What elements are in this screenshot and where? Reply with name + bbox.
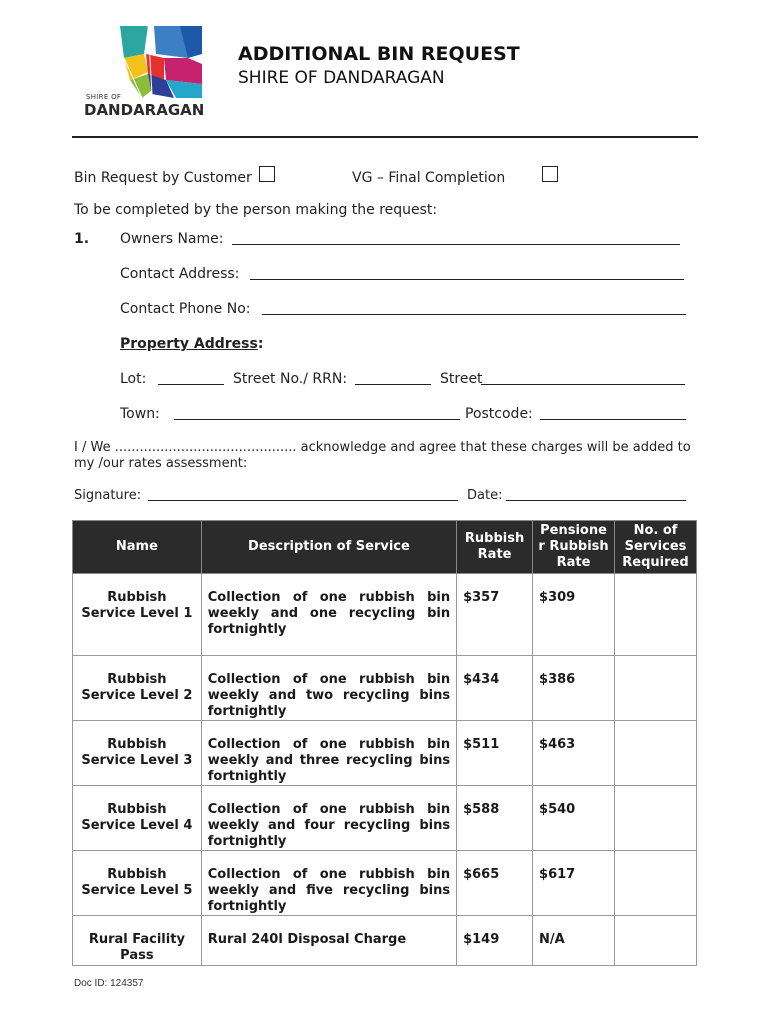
bin-request-customer-checkbox[interactable] xyxy=(259,166,275,182)
row-rubbish-rate: $357 xyxy=(457,574,533,656)
row-name-line1: Rubbish xyxy=(107,737,167,752)
header-name: Name xyxy=(73,521,202,574)
row-name-line2: Service Level 2 xyxy=(81,688,193,703)
row-name-line1: Rubbish xyxy=(107,672,167,687)
lot-label: Lot: xyxy=(120,371,147,387)
row-name-line1: Rubbish xyxy=(107,590,167,605)
header-divider xyxy=(72,136,698,138)
contact-phone-label: Contact Phone No: xyxy=(120,301,251,317)
row-name-line2: Pass xyxy=(120,948,154,963)
street-no-field[interactable] xyxy=(355,384,431,385)
date-field[interactable] xyxy=(506,500,686,501)
property-address-colon: : xyxy=(257,336,264,352)
header-rubbish-rate-line2: Rate xyxy=(477,547,512,562)
row-rubbish-rate: $588 xyxy=(457,786,533,851)
street-field[interactable] xyxy=(481,384,685,385)
row-name xyxy=(73,656,202,721)
logo-dandaragan: DANDARAGAN xyxy=(84,101,205,119)
row-name xyxy=(73,574,202,656)
row-pensioner-rate: $463 xyxy=(533,721,615,786)
street-label: Street xyxy=(440,371,483,387)
page-title: ADDITIONAL BIN REQUEST xyxy=(238,43,520,65)
row-description: Collection of one rubbish bin weekly and three recycling bins fortnightly xyxy=(201,721,456,786)
logo-shire-of: SHIRE OF xyxy=(86,93,122,101)
table-row xyxy=(73,786,697,851)
header-pensioner-line1: Pensione xyxy=(540,523,607,538)
acknowledgement-line1: I / We ............................................ acknowledge and agree that these charges will be added to xyxy=(74,440,691,455)
owners-name-field[interactable] xyxy=(232,244,680,245)
row-name-line2: Service Level 3 xyxy=(81,753,193,768)
town-label: Town: xyxy=(120,406,160,422)
town-field[interactable] xyxy=(174,419,460,420)
row-name-line2: Service Level 5 xyxy=(81,883,193,898)
postcode-field[interactable] xyxy=(540,419,686,420)
instructions-text: To be completed by the person making the request: xyxy=(74,202,438,218)
row-name-line1: Rubbish xyxy=(107,802,167,817)
row-pensioner-rate: $386 xyxy=(533,656,615,721)
row-rubbish-rate: $665 xyxy=(457,851,533,916)
header-pensioner-line3: Rate xyxy=(556,555,591,570)
row-services-required-input[interactable] xyxy=(615,574,697,656)
row-pensioner-rate: $617 xyxy=(533,851,615,916)
row-name-line1: Rural Facility xyxy=(88,932,185,947)
row-name xyxy=(73,786,202,851)
table-row xyxy=(73,574,697,656)
page-subtitle: SHIRE OF DANDARAGAN xyxy=(238,68,445,88)
row-name-line2: Service Level 1 xyxy=(81,606,193,621)
row-description: Collection of one rubbish bin weekly and four recycling bins fortnightly xyxy=(201,786,456,851)
row-services-required-input[interactable] xyxy=(615,721,697,786)
row-rubbish-rate: $434 xyxy=(457,656,533,721)
street-no-label: Street No./ RRN: xyxy=(233,371,348,387)
vg-final-completion-label: VG – Final Completion xyxy=(352,170,506,186)
row-rubbish-rate: $511 xyxy=(457,721,533,786)
acknowledgement-line2: my /our rates assessment: xyxy=(74,456,248,471)
signature-field[interactable] xyxy=(148,500,458,501)
row-services-required-input[interactable] xyxy=(615,916,697,966)
vg-final-completion-checkbox[interactable] xyxy=(542,166,558,182)
row-services-required-input[interactable] xyxy=(615,851,697,916)
table-header-row xyxy=(73,521,697,574)
row-description: Collection of one rubbish bin weekly and two recycling bins fortnightly xyxy=(201,656,456,721)
header-rubbish-rate-line1: Rubbish xyxy=(464,531,525,546)
doc-id: Doc ID: 124357 xyxy=(74,978,144,989)
signature-label: Signature: xyxy=(74,488,142,503)
postcode-label: Postcode: xyxy=(465,406,533,422)
row-pensioner-rate: N/A xyxy=(533,916,615,966)
header-services-required xyxy=(615,521,697,574)
table-row xyxy=(73,916,697,966)
row-services-required-input[interactable] xyxy=(615,786,697,851)
header-services-line2: Services xyxy=(624,539,687,554)
row-pensioner-rate: $309 xyxy=(533,574,615,656)
row-services-required-input[interactable] xyxy=(615,656,697,721)
row-description: Collection of one rubbish bin weekly and five recycling bins fortnightly xyxy=(201,851,456,916)
date-label: Date: xyxy=(467,488,503,503)
contact-address-label: Contact Address: xyxy=(120,266,240,282)
header-pensioner-line2: r Rubbish xyxy=(538,539,609,554)
row-rubbish-rate: $149 xyxy=(457,916,533,966)
header-description: Description of Service xyxy=(201,521,456,574)
property-address-heading xyxy=(120,336,263,352)
lot-field[interactable] xyxy=(158,384,224,385)
header-pensioner-rate xyxy=(533,521,615,574)
bin-request-customer-label: Bin Request by Customer xyxy=(74,170,252,186)
table-row xyxy=(73,851,697,916)
header-services-line3: Required xyxy=(622,555,689,570)
contact-address-field[interactable] xyxy=(250,279,684,280)
row-description: Rural 240l Disposal Charge xyxy=(201,916,456,966)
row-name-line1: Rubbish xyxy=(107,867,167,882)
service-rates-table xyxy=(72,520,697,966)
row-pensioner-rate: $540 xyxy=(533,786,615,851)
row-name xyxy=(73,721,202,786)
header-rubbish-rate xyxy=(457,521,533,574)
owners-name-label: Owners Name: xyxy=(120,231,224,247)
table-row xyxy=(73,721,697,786)
row-name-line2: Service Level 4 xyxy=(81,818,193,833)
property-address-label: Property Address xyxy=(120,336,258,352)
section-number: 1. xyxy=(74,231,90,247)
row-name xyxy=(73,851,202,916)
contact-phone-field[interactable] xyxy=(262,314,686,315)
header-services-line1: No. of xyxy=(633,523,678,538)
row-name xyxy=(73,916,202,966)
row-description: Collection of one rubbish bin weekly and one recycling bin fortnightly xyxy=(201,574,456,656)
table-row xyxy=(73,656,697,721)
